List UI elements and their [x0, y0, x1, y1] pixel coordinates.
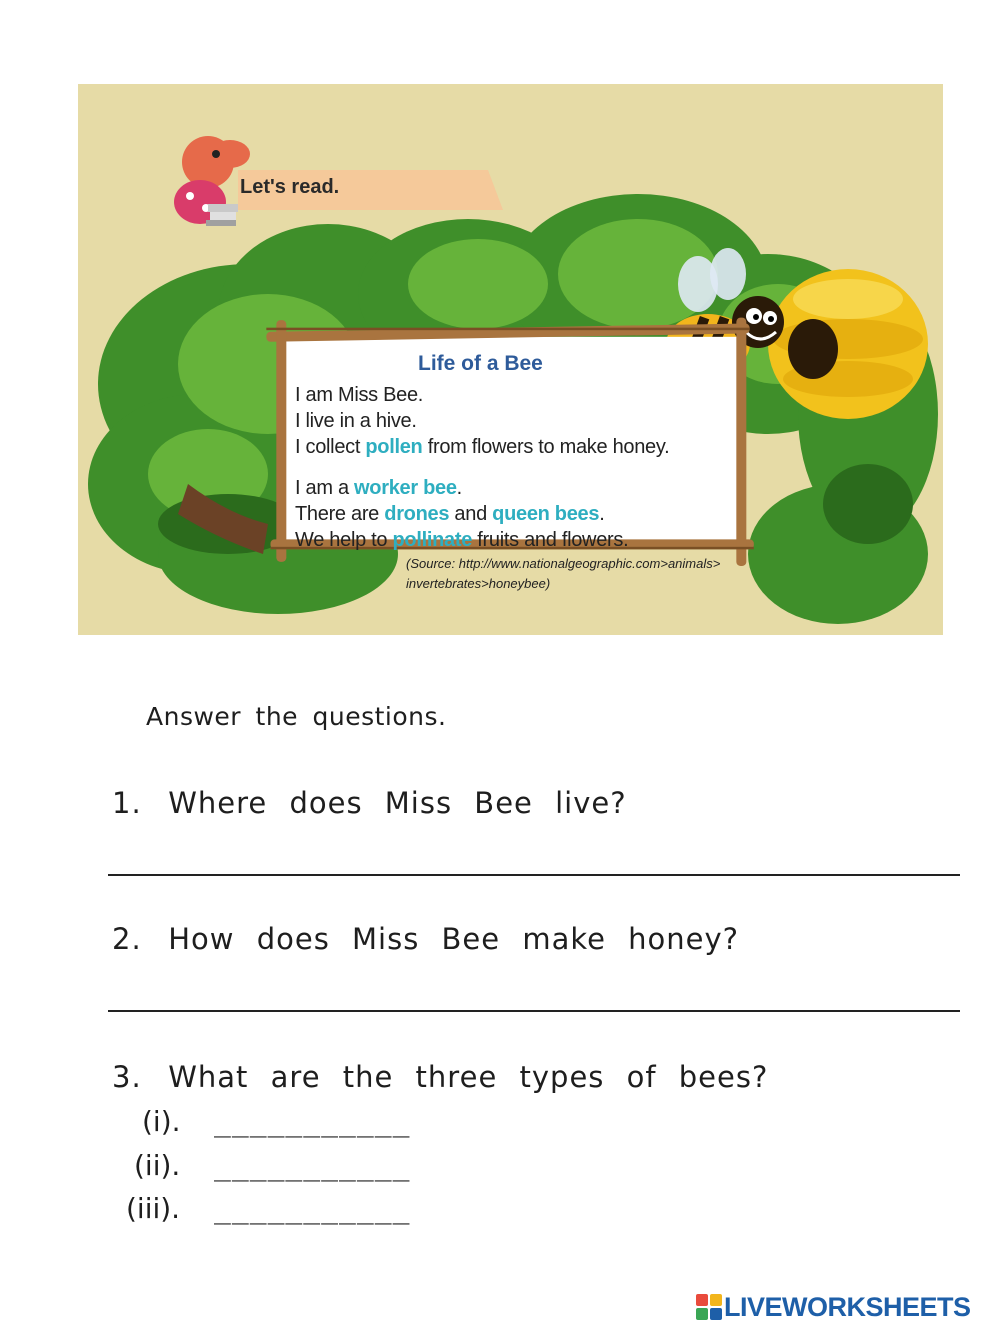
source-line-2: invertebrates>honeybee) [406, 576, 551, 591]
sign-text-line [295, 410, 417, 433]
keyword-pollen: pollen [365, 436, 423, 458]
beehive-icon [768, 269, 928, 419]
liveworksheets-logo [696, 1290, 971, 1324]
sign-text: I live in a hive. [295, 410, 417, 432]
sign-text: I am a [295, 477, 355, 499]
answer-blank-i[interactable]: ___________ [214, 1105, 411, 1138]
question-1 [112, 786, 627, 820]
sign-text-line [295, 384, 423, 407]
sign-text: and [449, 503, 493, 525]
reading-illustration [78, 84, 943, 635]
question-2 [112, 922, 739, 956]
sign-text: I am Miss Bee. [295, 384, 424, 406]
sign-text-line [295, 477, 462, 500]
question-number: 1. [112, 786, 142, 820]
instructions: Answer the questions. [146, 702, 447, 731]
question-text: Where does Miss Bee live? [168, 786, 627, 820]
question-3 [112, 1060, 768, 1094]
question-number: 2. [112, 922, 142, 956]
sign-text: We help to [295, 529, 393, 551]
sign-text-line [295, 436, 669, 459]
sign-title: Life of a Bee [418, 352, 543, 375]
answer-blank-ii[interactable]: ___________ [214, 1149, 411, 1182]
sign-text: from flowers to make honey. [422, 436, 670, 458]
lets-read-label: Let's read. [240, 176, 340, 198]
sign-text: I collect [295, 436, 366, 458]
sign-text-line [295, 503, 604, 526]
sign-text: . [456, 477, 462, 499]
sign-text: fruits and flowers. [472, 529, 629, 551]
question-text: What are the three types of bees? [168, 1060, 769, 1094]
sign-text-line [295, 529, 628, 552]
question-number: 3. [112, 1060, 142, 1094]
answer-blank-iii[interactable]: ___________ [214, 1192, 411, 1225]
answer-line-1[interactable] [108, 874, 960, 876]
sign-text: . [599, 503, 605, 525]
answer-line-2[interactable] [108, 1010, 960, 1012]
keyword-worker-bee: worker bee [354, 477, 457, 499]
sub-label-ii: (ii). [134, 1149, 181, 1182]
keyword-pollinate: pollinate [392, 529, 473, 551]
sub-label-i: (i). [142, 1105, 181, 1138]
logo-text: LIVEWORKSHEETS [724, 1291, 971, 1322]
sub-label-iii: (iii). [126, 1192, 181, 1225]
keyword-drones: drones [384, 503, 450, 525]
source-line-1: (Source: http://www.nationalgeographic.com>animals> [406, 556, 721, 571]
keyword-queen-bees: queen bees [492, 503, 600, 525]
liveworksheets-logo-icon [696, 1294, 722, 1320]
question-text: How does Miss Bee make honey? [168, 922, 740, 956]
sign-text: There are [295, 503, 385, 525]
